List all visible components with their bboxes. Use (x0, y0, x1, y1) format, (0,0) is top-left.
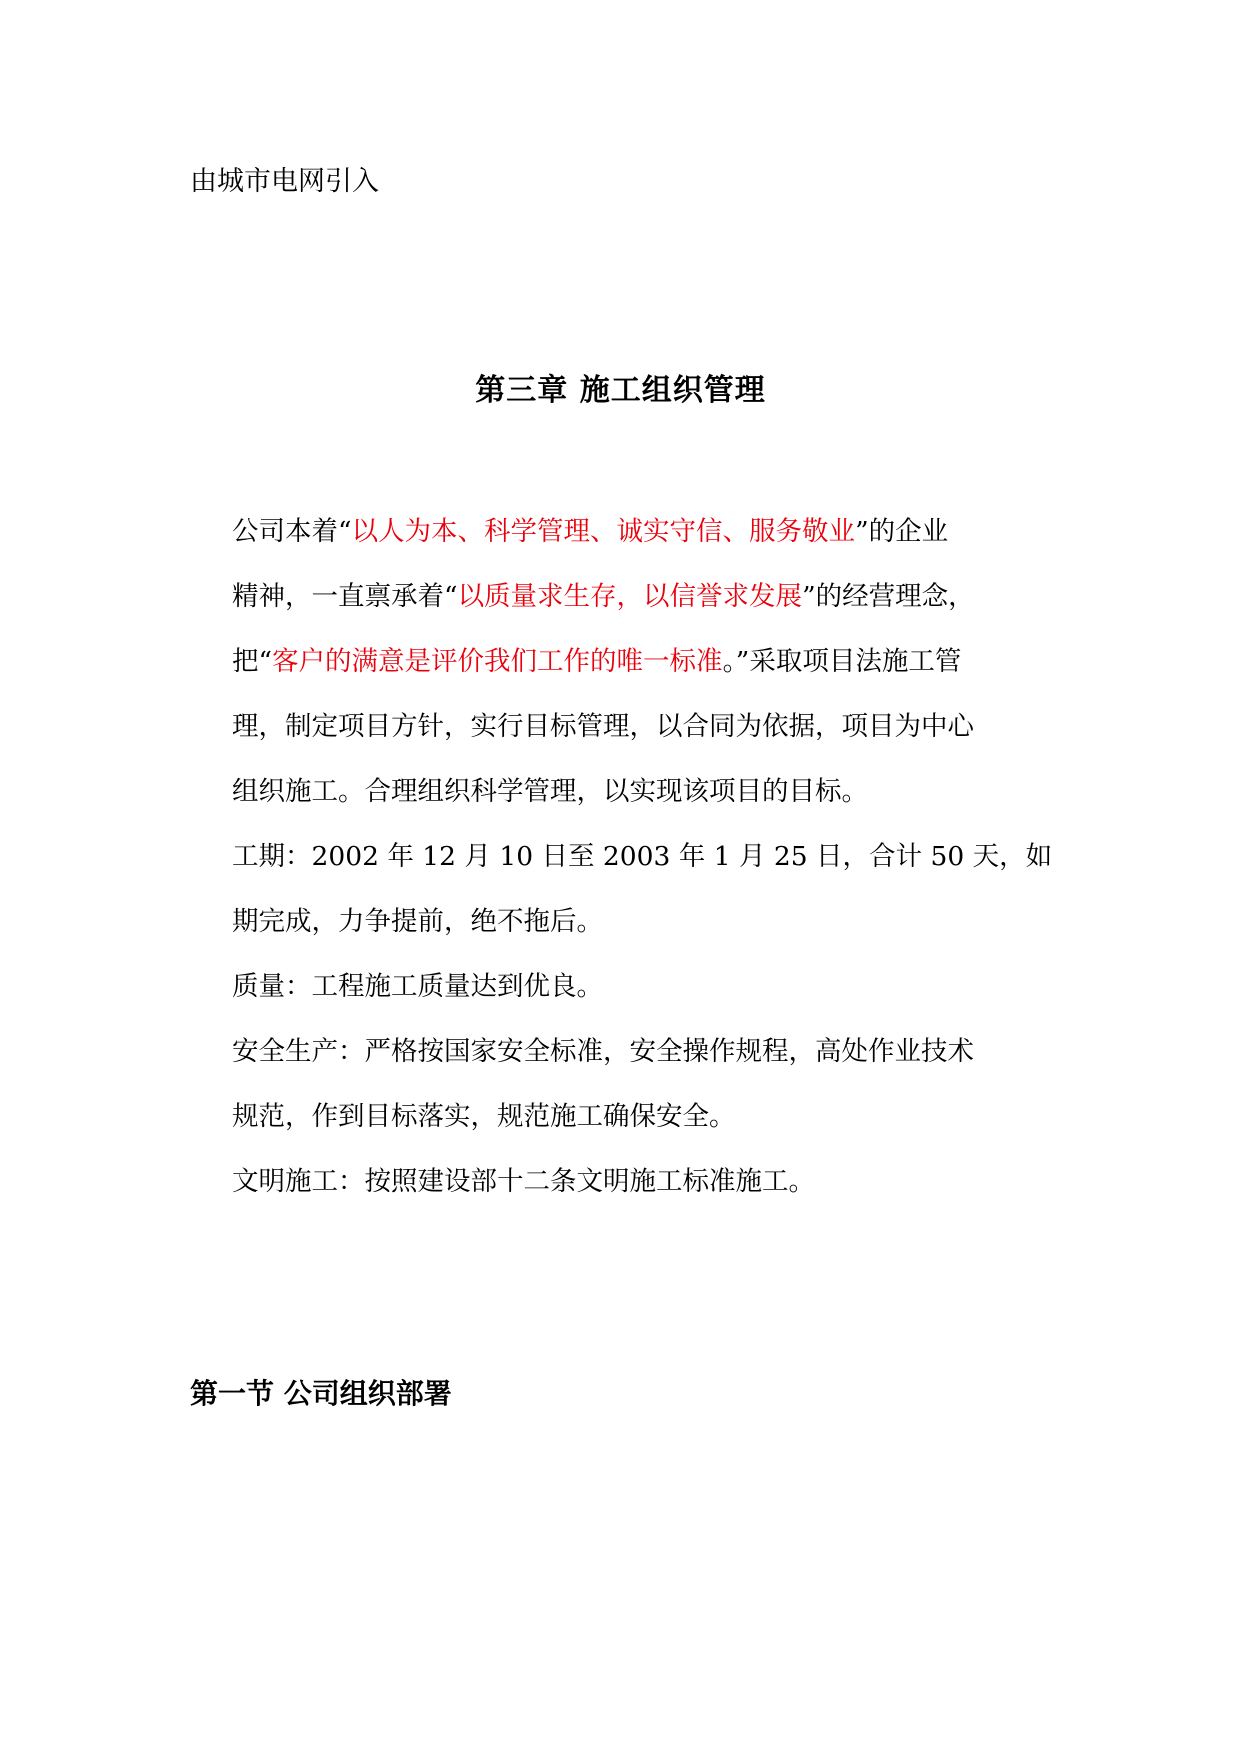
schedule-line-2: 期完成，力争提前，绝不拖后。 (232, 906, 603, 937)
safety-line-2: 规范，作到目标落实，规范施工确保安全。 (232, 1101, 736, 1132)
paragraph-line-2 (232, 577, 975, 617)
text-segment: 把“ (232, 646, 273, 677)
quality-line: 质量：工程施工质量达到优良。 (232, 971, 603, 1002)
safety-line-1: 安全生产：严格按国家安全标准，安全操作规程，高处作业技术 (232, 1036, 974, 1067)
section-title: 第一节 公司组织部署 (190, 1377, 452, 1410)
paragraph-line-1 (232, 512, 948, 552)
highlighted-philosophy: 以质量求生存，以信誉求发展 (457, 581, 803, 612)
civilized-construction-line: 文明施工：按照建设部十二条文明施工标准施工。 (232, 1166, 815, 1197)
text-segment: 精神，一直禀承着“ (232, 581, 458, 612)
text-segment: 。”采取项目法施工管 (722, 646, 962, 677)
schedule-line-1: 工期：2002 年 12 月 10 日至 2003 年 1 月 25 日，合计 50 天，如 (232, 841, 1053, 872)
paragraph-line-4: 理，制定项目方针，实行目标管理，以合同为依据，项目为中心 (232, 711, 974, 742)
paragraph-line-3 (232, 642, 961, 682)
highlighted-motto: 以人为本、科学管理、诚实守信、服务敬业 (351, 516, 856, 547)
chapter-title: 第三章 施工组织管理 (475, 373, 766, 408)
text-segment: ”的经营理念， (802, 581, 975, 612)
text-segment: ”的企业 (855, 516, 949, 547)
paragraph-line-5: 组织施工。合理组织科学管理，以实现该项目的目标。 (232, 776, 868, 807)
highlighted-standard: 客户的满意是评价我们工作的唯一标准 (272, 646, 723, 677)
text-segment: 公司本着“ (232, 516, 352, 547)
intro-text: 由城市电网引入 (190, 166, 379, 197)
